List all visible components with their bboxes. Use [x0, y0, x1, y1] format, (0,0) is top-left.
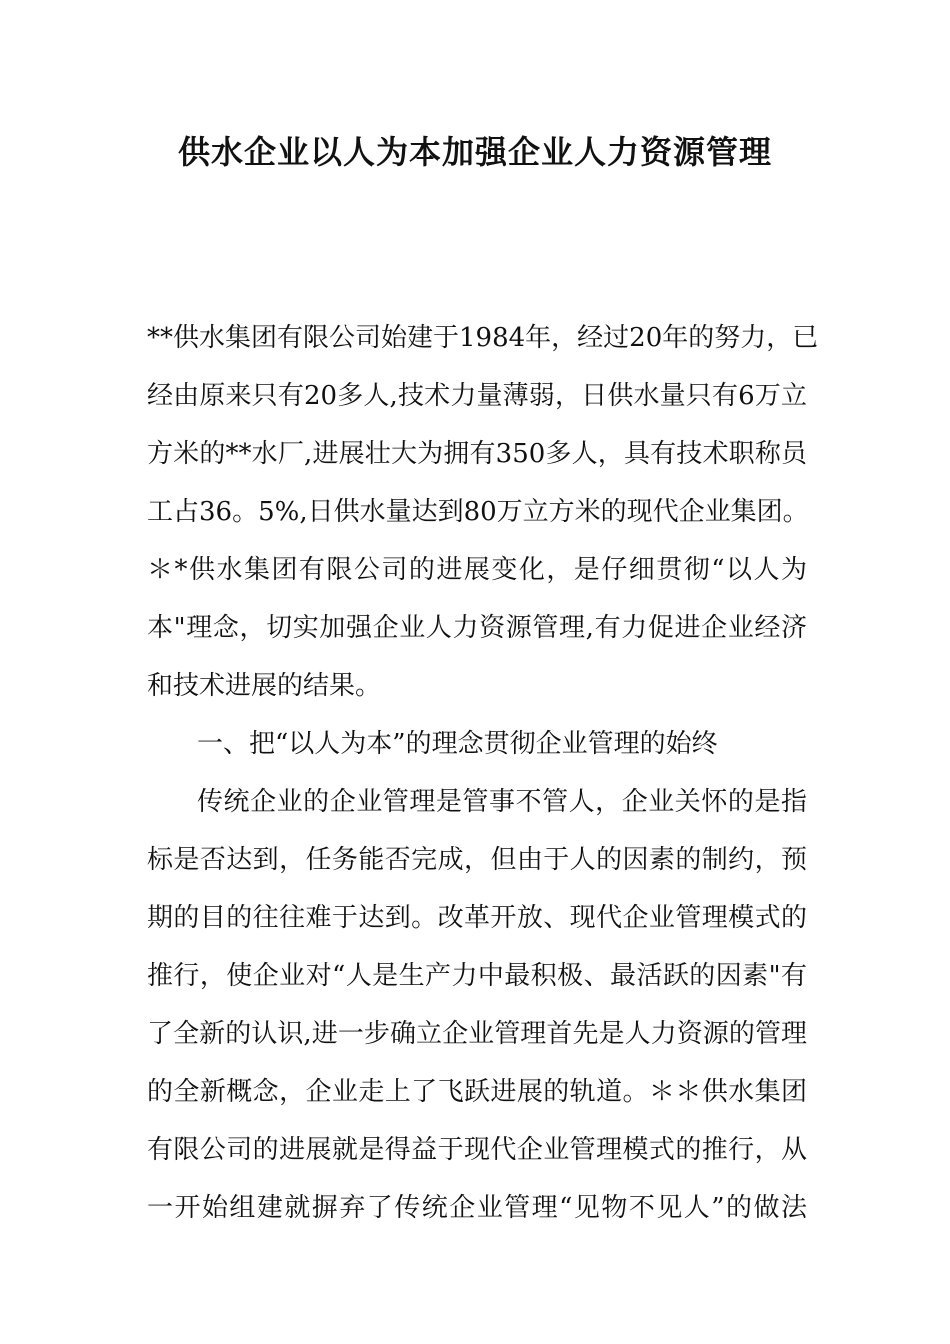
text-line: 推行，使企业对“人是生产力中最积极、最活跃的因素"有 — [147, 961, 807, 991]
text-line: 和技术进展的结果。 — [147, 671, 382, 701]
text-line: 传统企业的企业管理是管事不管人，企业关怀的是指 — [197, 787, 807, 817]
text-line: 一开始组建就摒弃了传统企业管理“见物不见人”的做法 — [147, 1193, 807, 1223]
text-line: 工占36。5%,日供水量达到80万立方米的现代企业集团。 — [147, 497, 809, 527]
text-line: 本"理念，切实加强企业人力资源管理,有力促进企业经济 — [147, 613, 807, 643]
text-line: 的全新概念，企业走上了飞跃进展的轨道。＊＊供水集团 — [147, 1077, 807, 1107]
text-line: **供水集团有限公司始建于1984年，经过20年的努力，已 — [147, 323, 819, 353]
text-line: 标是否达到，任务能否完成，但由于人的因素的制约，预 — [147, 845, 807, 875]
text-line: 了全新的认识,进一步确立企业管理首先是人力资源的管理 — [147, 1019, 807, 1049]
document-body — [147, 309, 819, 1237]
section-heading: 一、把“以人为本”的理念贯彻企业管理的始终 — [197, 729, 718, 759]
text-line: 有限公司的进展就是得益于现代企业管理模式的推行，从 — [147, 1135, 807, 1165]
text-line: 经由原来只有20多人,技术力量薄弱，日供水量只有6万立 — [147, 381, 807, 411]
paragraph-intro — [147, 309, 819, 715]
text-line: 方米的**水厂,进展壮大为拥有350多人，具有技术职称员 — [147, 439, 807, 469]
text-line: 期的目的往往难于达到。改革开放、现代企业管理模式的 — [147, 903, 807, 933]
text-line: ＊*供水集团有限公司的进展变化，是仔细贯彻“以人为 — [147, 555, 807, 585]
paragraph-section-one — [147, 773, 807, 1237]
document-title: 供水企业以人为本加强企业人力资源管理 — [177, 133, 772, 171]
